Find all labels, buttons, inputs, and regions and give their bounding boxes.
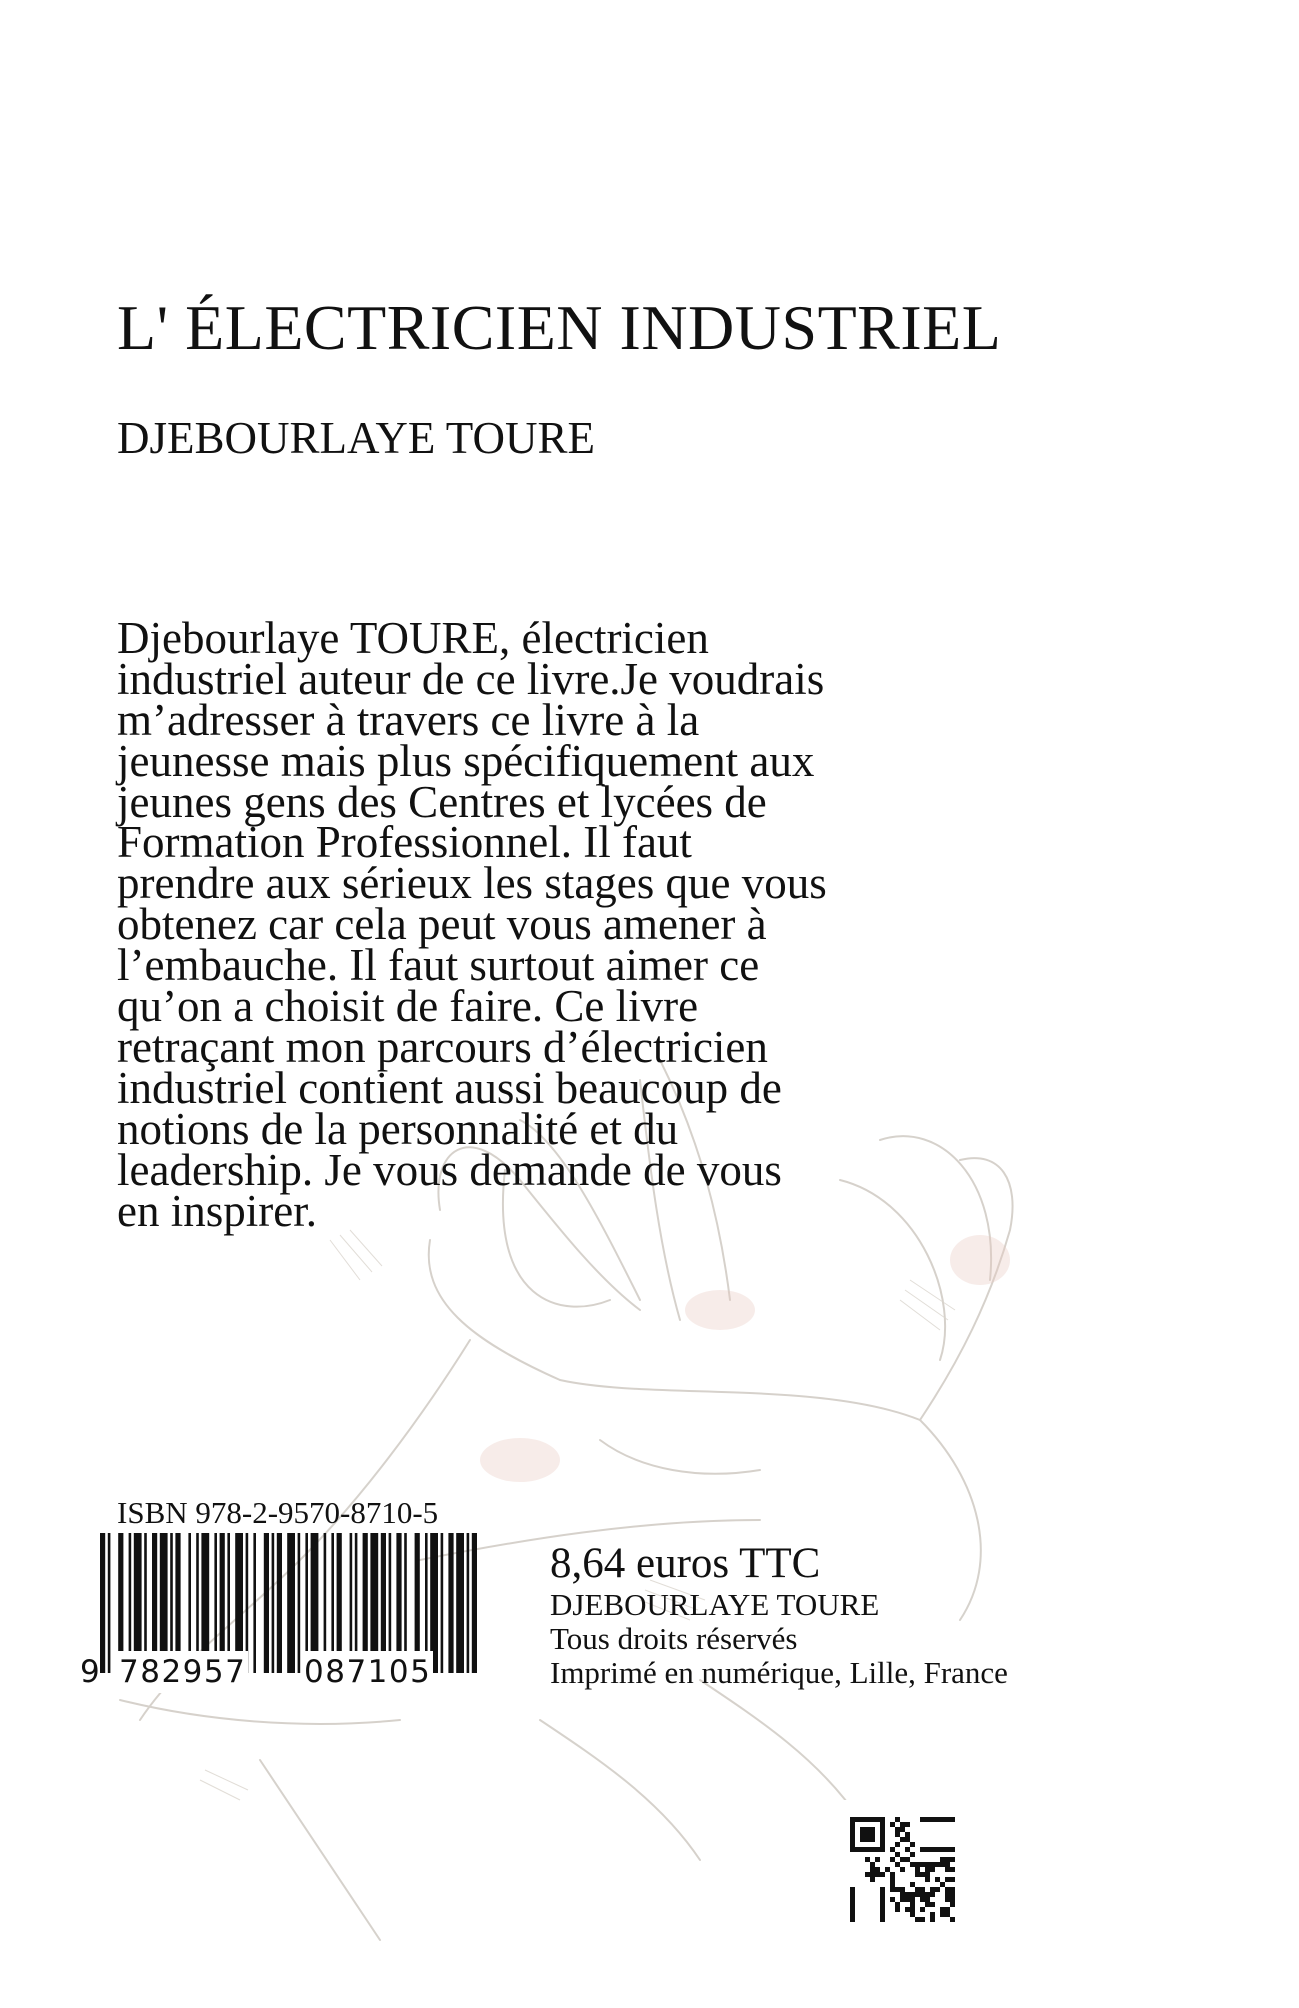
- qr-module: [910, 1882, 915, 1887]
- qr-module: [895, 1887, 900, 1892]
- qr-module: [950, 1847, 955, 1852]
- qr-module: [910, 1862, 915, 1867]
- qr-module: [945, 1867, 950, 1872]
- qr-module: [925, 1872, 930, 1877]
- qr-module: [865, 1847, 870, 1852]
- blurb-line: obtenez car cela peut vous amener à: [117, 899, 767, 950]
- qr-module: [930, 1862, 935, 1867]
- qr-module: [870, 1827, 875, 1832]
- qr-module: [945, 1892, 950, 1897]
- qr-module: [875, 1847, 880, 1852]
- qr-module: [950, 1917, 955, 1922]
- qr-module: [950, 1902, 955, 1907]
- qr-module: [910, 1907, 915, 1912]
- qr-module: [880, 1827, 885, 1832]
- qr-module: [865, 1832, 870, 1837]
- qr-module: [925, 1862, 930, 1867]
- book-author: DJEBOURLAYE TOURE: [117, 413, 595, 463]
- publisher: DJEBOURLAYE TOURE: [550, 1587, 880, 1622]
- blurb-line: m’adresser à travers ce livre à la: [117, 694, 700, 745]
- qr-module: [865, 1872, 870, 1877]
- qr-module: [940, 1817, 945, 1822]
- qr-module: [890, 1857, 895, 1862]
- qr-module: [860, 1827, 865, 1832]
- qr-module: [945, 1912, 950, 1917]
- barcode-right-group: 087105: [302, 1651, 433, 1693]
- qr-module: [915, 1862, 920, 1867]
- blurb-line: Djebourlaye TOURE, électricien: [117, 612, 709, 663]
- qr-module: [885, 1867, 890, 1872]
- qr-module: [950, 1867, 955, 1872]
- qr-module: [925, 1892, 930, 1897]
- qr-module: [930, 1887, 935, 1892]
- blurb-line: industriel contient aussi beaucoup de: [117, 1062, 782, 1113]
- qr-module: [935, 1877, 940, 1882]
- qr-module: [915, 1872, 920, 1877]
- qr-module: [880, 1907, 885, 1912]
- qr-module: [890, 1882, 895, 1887]
- qr-module: [920, 1897, 925, 1902]
- book-blurb: [117, 577, 977, 1236]
- qr-module: [865, 1837, 870, 1842]
- qr-module: [925, 1847, 930, 1852]
- qr-module: [880, 1897, 885, 1902]
- qr-module: [850, 1897, 855, 1902]
- qr-module: [890, 1897, 895, 1902]
- qr-module: [945, 1847, 950, 1852]
- qr-module: [910, 1842, 915, 1847]
- qr-module: [850, 1817, 855, 1822]
- qr-module: [910, 1892, 915, 1897]
- qr-module: [925, 1867, 930, 1872]
- book-title: L' ÉLECTRICIEN INDUSTRIEL: [117, 292, 1002, 363]
- qr-module: [850, 1827, 855, 1832]
- qr-module: [900, 1867, 905, 1872]
- qr-module: [935, 1887, 940, 1892]
- qr-module: [940, 1882, 945, 1887]
- qr-module: [945, 1817, 950, 1822]
- qr-module: [895, 1842, 900, 1847]
- qr-module: [870, 1862, 875, 1867]
- qr-module: [900, 1892, 905, 1897]
- blurb-line: qu’on a choisit de faire. Ce livre: [117, 981, 699, 1032]
- qr-module: [890, 1887, 895, 1892]
- qr-module: [850, 1887, 855, 1892]
- blurb-line: industriel auteur de ce livre.Je voudrais: [117, 653, 825, 704]
- qr-module: [935, 1862, 940, 1867]
- qr-module: [930, 1917, 935, 1922]
- qr-module: [925, 1817, 930, 1822]
- qr-module: [880, 1917, 885, 1922]
- qr-module: [950, 1857, 955, 1862]
- qr-module: [895, 1902, 900, 1907]
- qr-module: [915, 1917, 920, 1922]
- qr-module: [890, 1822, 895, 1827]
- qr-module: [895, 1817, 900, 1822]
- price: 8,64 euros TTC: [550, 1540, 821, 1587]
- qr-module: [930, 1817, 935, 1822]
- qr-module: [890, 1847, 895, 1852]
- qr-module: [930, 1867, 935, 1872]
- qr-module: [950, 1892, 955, 1897]
- blurb-line: en inspirer.: [117, 1185, 317, 1236]
- qr-module: [945, 1862, 950, 1867]
- qr-module: [910, 1902, 915, 1907]
- qr-module: [890, 1872, 895, 1877]
- rights-notice: Tous droits réservés: [550, 1621, 798, 1656]
- qr-module: [905, 1897, 910, 1902]
- qr-module: [865, 1827, 870, 1832]
- qr-module: [860, 1837, 865, 1842]
- qr-module: [950, 1897, 955, 1902]
- blurb-line: retraçant mon parcours d’électricien: [117, 1021, 768, 1072]
- qr-module: [945, 1877, 950, 1882]
- qr-module: [905, 1822, 910, 1827]
- qr-module: [875, 1857, 880, 1862]
- qr-module: [860, 1847, 865, 1852]
- qr-module: [870, 1847, 875, 1852]
- qr-module: [875, 1872, 880, 1877]
- qr-module: [875, 1867, 880, 1872]
- qr-module: [920, 1892, 925, 1897]
- qr-module: [940, 1857, 945, 1862]
- qr-module: [880, 1822, 885, 1827]
- qr-module: [850, 1822, 855, 1827]
- qr-module: [900, 1822, 905, 1827]
- qr-module: [910, 1897, 915, 1902]
- qr-module: [880, 1872, 885, 1877]
- qr-module: [880, 1847, 885, 1852]
- qr-module: [945, 1887, 950, 1892]
- qr-module: [925, 1897, 930, 1902]
- print-location: Imprimé en numérique, Lille, France: [550, 1655, 1008, 1690]
- qr-module: [920, 1817, 925, 1822]
- qr-module: [870, 1867, 875, 1872]
- qr-module: [900, 1857, 905, 1862]
- qr-module: [925, 1877, 930, 1882]
- barcode-first-digit: 9: [80, 1654, 100, 1690]
- qr-module: [900, 1887, 905, 1892]
- qr-code-icon: [833, 1800, 973, 1940]
- qr-module: [850, 1842, 855, 1847]
- qr-module: [880, 1892, 885, 1897]
- qr-module: [895, 1852, 900, 1857]
- isbn-barcode: [80, 1533, 480, 1693]
- qr-module: [870, 1877, 875, 1882]
- blurb-line: leadership. Je vous demande de vous: [117, 1144, 782, 1195]
- qr-module: [950, 1877, 955, 1882]
- qr-module: [850, 1912, 855, 1917]
- qr-module: [925, 1902, 930, 1907]
- qr-module: [915, 1892, 920, 1897]
- qr-module: [875, 1817, 880, 1822]
- qr-module: [905, 1907, 910, 1912]
- qr-module: [850, 1902, 855, 1907]
- qr-module: [905, 1832, 910, 1837]
- qr-module: [870, 1832, 875, 1837]
- qr-module: [940, 1912, 945, 1917]
- qr-module: [900, 1837, 905, 1842]
- qr-module: [920, 1887, 925, 1892]
- qr-module: [855, 1817, 860, 1822]
- qr-module: [940, 1847, 945, 1852]
- qr-module: [895, 1907, 900, 1912]
- qr-module: [865, 1817, 870, 1822]
- qr-module: [850, 1907, 855, 1912]
- qr-module: [880, 1887, 885, 1892]
- qr-module: [935, 1817, 940, 1822]
- qr-module: [895, 1827, 900, 1832]
- qr-module: [935, 1847, 940, 1852]
- qr-module: [920, 1862, 925, 1867]
- qr-module: [870, 1817, 875, 1822]
- qr-module: [940, 1862, 945, 1867]
- qr-module: [945, 1907, 950, 1912]
- qr-module: [870, 1837, 875, 1842]
- qr-module: [895, 1832, 900, 1837]
- qr-module: [930, 1912, 935, 1917]
- qr-module: [880, 1837, 885, 1842]
- qr-module: [945, 1857, 950, 1862]
- qr-module: [920, 1872, 925, 1877]
- qr-module: [950, 1817, 955, 1822]
- qr-module: [860, 1817, 865, 1822]
- qr-module: [870, 1872, 875, 1877]
- barcode-digits: [80, 1651, 480, 1693]
- blurb-line: prendre aux sérieux les stages que vous: [117, 858, 827, 909]
- qr-module: [850, 1847, 855, 1852]
- qr-module: [900, 1827, 905, 1832]
- qr-module: [930, 1902, 935, 1907]
- barcode-left-group: 782957: [117, 1651, 248, 1693]
- qr-module: [895, 1862, 900, 1867]
- qr-module: [850, 1917, 855, 1922]
- qr-module: [920, 1847, 925, 1852]
- blurb-line: notions de la personnalité et du: [117, 1103, 679, 1154]
- qr-module: [915, 1867, 920, 1872]
- qr-module: [910, 1912, 915, 1917]
- imprint-block: [550, 1540, 1008, 1690]
- qr-module: [880, 1817, 885, 1822]
- blurb-line: jeunes gens des Centres et lycées de: [117, 776, 767, 827]
- qr-module: [850, 1892, 855, 1897]
- qr-module: [930, 1847, 935, 1852]
- qr-module: [940, 1907, 945, 1912]
- qr-module: [855, 1847, 860, 1852]
- blurb-line: jeunesse mais plus spécifiquement aux: [117, 735, 815, 786]
- qr-module: [910, 1852, 915, 1857]
- qr-module: [930, 1892, 935, 1897]
- qr-module: [920, 1917, 925, 1922]
- qr-module: [950, 1887, 955, 1892]
- qr-module: [880, 1842, 885, 1847]
- blurb-line: Formation Professionnel. Il faut: [117, 817, 692, 868]
- qr-module: [850, 1832, 855, 1837]
- qr-module: [880, 1832, 885, 1837]
- qr-code-modules: [850, 1817, 955, 1922]
- blurb-line: l’embauche. Il faut surtout aimer ce: [117, 940, 760, 991]
- isbn-label: ISBN 978-2-9570-8710-5: [117, 1495, 439, 1530]
- qr-module: [860, 1832, 865, 1837]
- qr-module: [890, 1877, 895, 1882]
- qr-module: [945, 1897, 950, 1902]
- qr-module: [880, 1902, 885, 1907]
- qr-module: [905, 1857, 910, 1862]
- qr-module: [920, 1907, 925, 1912]
- qr-module: [900, 1897, 905, 1902]
- qr-module: [915, 1887, 920, 1892]
- qr-module: [905, 1837, 910, 1842]
- qr-module: [850, 1837, 855, 1842]
- qr-module: [865, 1857, 870, 1862]
- qr-module: [880, 1912, 885, 1917]
- qr-module: [905, 1847, 910, 1852]
- qr-module: [905, 1892, 910, 1897]
